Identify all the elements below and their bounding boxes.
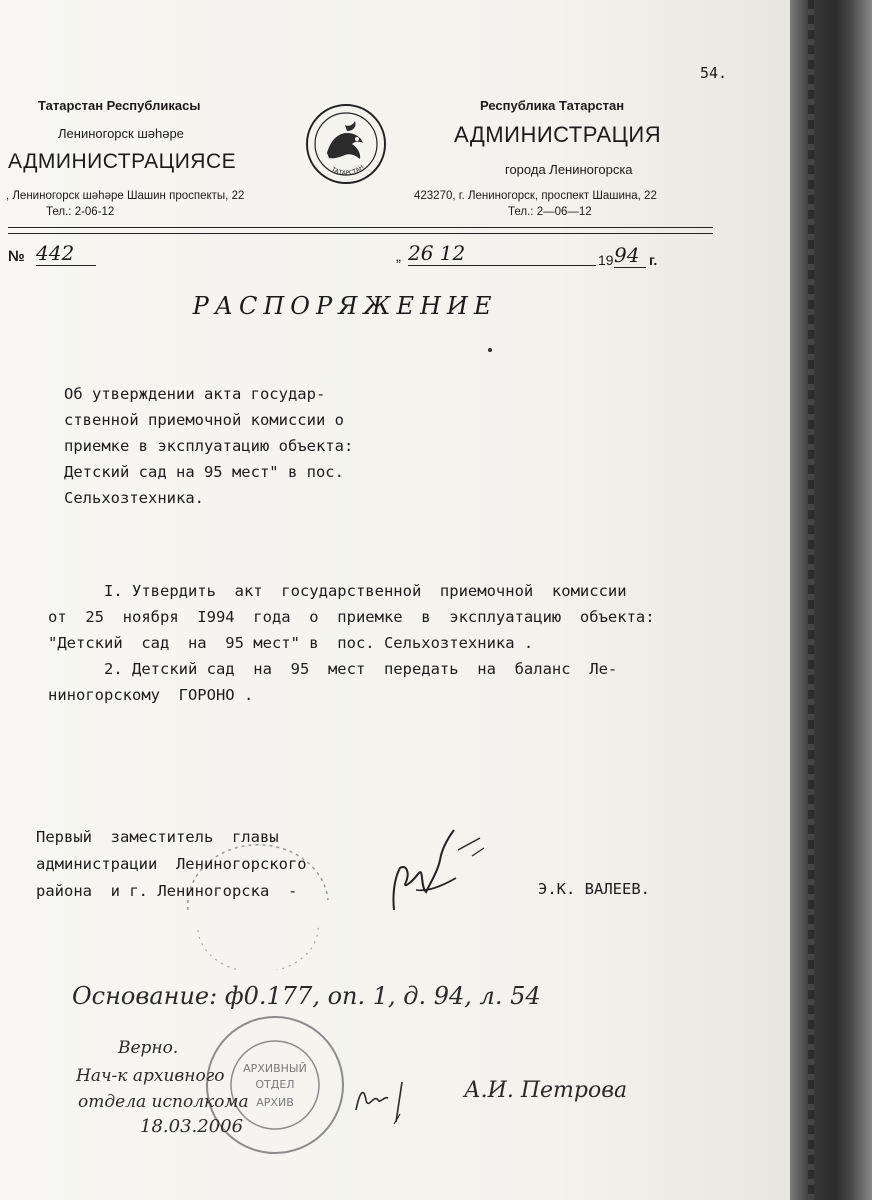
certification-date: 18.03.2006 <box>140 1116 244 1137</box>
header-left-city: Лениногорск шәһәре <box>58 126 184 141</box>
scan-speck <box>488 348 492 352</box>
scan-edge-shadow <box>790 0 872 1200</box>
year-suffix: г. <box>649 252 658 268</box>
signature-valeev <box>376 820 486 930</box>
header-left-address: , Лениногорск шәһәре Шашин проспекты, 22 <box>6 190 245 202</box>
header-right-city: города Лениногорска <box>505 162 633 177</box>
header-right-phone: Тел.: 2—06—12 <box>508 206 592 218</box>
header-left-administration: АДМИНИСТРАЦИЯСЕ <box>8 150 237 173</box>
document-title: РАСПОРЯЖЕНИЕ <box>192 292 498 320</box>
certification-position-line1: Нач-к архивного <box>76 1066 225 1086</box>
year-value: 94 <box>614 243 646 268</box>
signatory-name: Э.К. ВАЛЕЕВ. <box>538 880 650 898</box>
header-right-address: 423270, г. Лениногорск, проспект Шашина, 22 <box>414 190 657 202</box>
header-right-republic: Республика Татарстан <box>480 98 625 113</box>
archive-stamp-line1: АРХИВНЫЙ <box>243 1062 307 1075</box>
header-left-phone: Тел.: 2-06-12 <box>46 206 115 218</box>
tatarstan-emblem-icon <box>305 103 387 185</box>
header-divider <box>8 227 713 228</box>
archival-basis-note: Основание: ф0.177, оп. 1, д. 94, л. 54 <box>72 982 541 1010</box>
archivist-signature: А.И. Петрова <box>464 1078 628 1103</box>
svg-text:ТАТАРСТАН <box>329 164 365 177</box>
certification-true-copy: Верно. <box>118 1038 179 1058</box>
archive-stamp-line2: ОТДЕЛ <box>255 1078 295 1091</box>
header-divider-thin <box>8 233 713 234</box>
sheet-number: 54. <box>700 64 728 82</box>
document-subject: Об утверждении акта государ- ственной приемочной комиссии о приемке в эксплуатацию объекта: Детский сад на 95 мест" в пос. Сельхозтехника. <box>64 385 354 507</box>
certification-signature <box>350 1070 420 1130</box>
date-quote-mark: „ <box>396 248 401 265</box>
document-number-label: № <box>8 248 25 265</box>
year-prefix: 19 <box>598 252 614 268</box>
document-number-value: 442 <box>36 241 96 266</box>
document-date-value: 26 12 <box>408 241 596 266</box>
header-right-administration: АДМИНИСТРАЦИЯ <box>454 122 662 147</box>
header-left-republic: Татарстан Республикасы <box>38 98 201 113</box>
emblem-label: ТАТАРСТАН <box>330 163 366 177</box>
archive-stamp-line3: АРХИВ <box>256 1096 294 1109</box>
document-body: I. Утвердить акт государственной приемочной комиссии от 25 ноября I994 года о приемке в эксплуатацию объекта: "Детский сад на 95 мест" в пос. Сельхозтехника . 2. Детский сад на 95 мест передать на баланс Ле- ниногорскому ГОРОНО . <box>48 582 655 704</box>
certification-position-line2: отдела исполкома <box>78 1092 249 1112</box>
signatory-position: Первый заместитель главы администрации Лениногорского района и г. Лениногорска - <box>36 828 307 900</box>
